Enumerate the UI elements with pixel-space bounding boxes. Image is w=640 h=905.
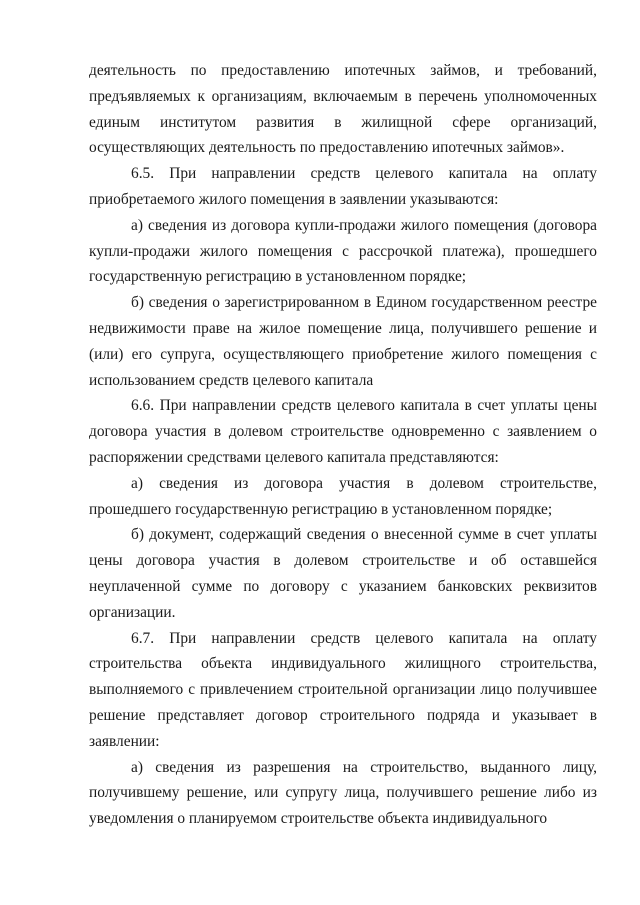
paragraph-6-5: 6.5. При направлении средств целевого капитала на оплату приобретаемого жилого помещения в заявлении указываются: xyxy=(89,165,597,208)
paragraph-6-7: 6.7. При направлении средств целевого капитала на оплату строительства объекта индивидуального жилищного строительства, выполняемого с привлечением строительной организации лицо получившее решение представляет договор строительного подряда и указывает в заявлении: xyxy=(89,629,597,750)
document-page xyxy=(89,58,597,832)
paragraph-6-5-a: а) сведения из договора купли-продажи жилого помещения (договора купли-продажи жилого помещения с рассрочкой платежа), прошедшего государственную регистрацию в установленном порядке; xyxy=(89,216,597,286)
paragraph-continuation: деятельность по предоставлению ипотечных займов, и требований, предъявляемых к организациям, включаемым в перечень уполномоченных единым институтом развития в жилищной сфере организаций, осуществляющих деятельность по предоставлению ипотечных займов». xyxy=(89,62,597,157)
paragraph-6-6: 6.6. При направлении средств целевого капитала в счет уплаты цены договора участия в долевом строительстве одновременно с заявлением о распоряжении средствами целевого капитала представляются: xyxy=(89,397,597,466)
paragraph-6-6-b: б) документ, содержащий сведения о внесенной сумме в счет уплаты цены договора участия в долевом строительстве и об оставшейся неуплаченной сумме по договору с указанием банковских реквизитов организации. xyxy=(89,526,597,621)
paragraph-6-6-a: а) сведения из договора участия в долевом строительстве, прошедшего государственную регистрацию в установленном порядке; xyxy=(89,474,597,518)
paragraph-6-5-b: б) сведения о зарегистрированном в Едином государственном реестре недвижимости праве на жилое помещение лица, получившего решение и (или) его супруга, осуществляющего приобретение жилого помещения с использованием средств целевого капитала xyxy=(89,294,597,389)
paragraph-6-7-a: а) сведения из разрешения на строительство, выданного лицу, получившему решение, или супругу лица, получившего решение либо из уведомления о планируемом строительстве объекта индивидуального xyxy=(89,758,597,828)
